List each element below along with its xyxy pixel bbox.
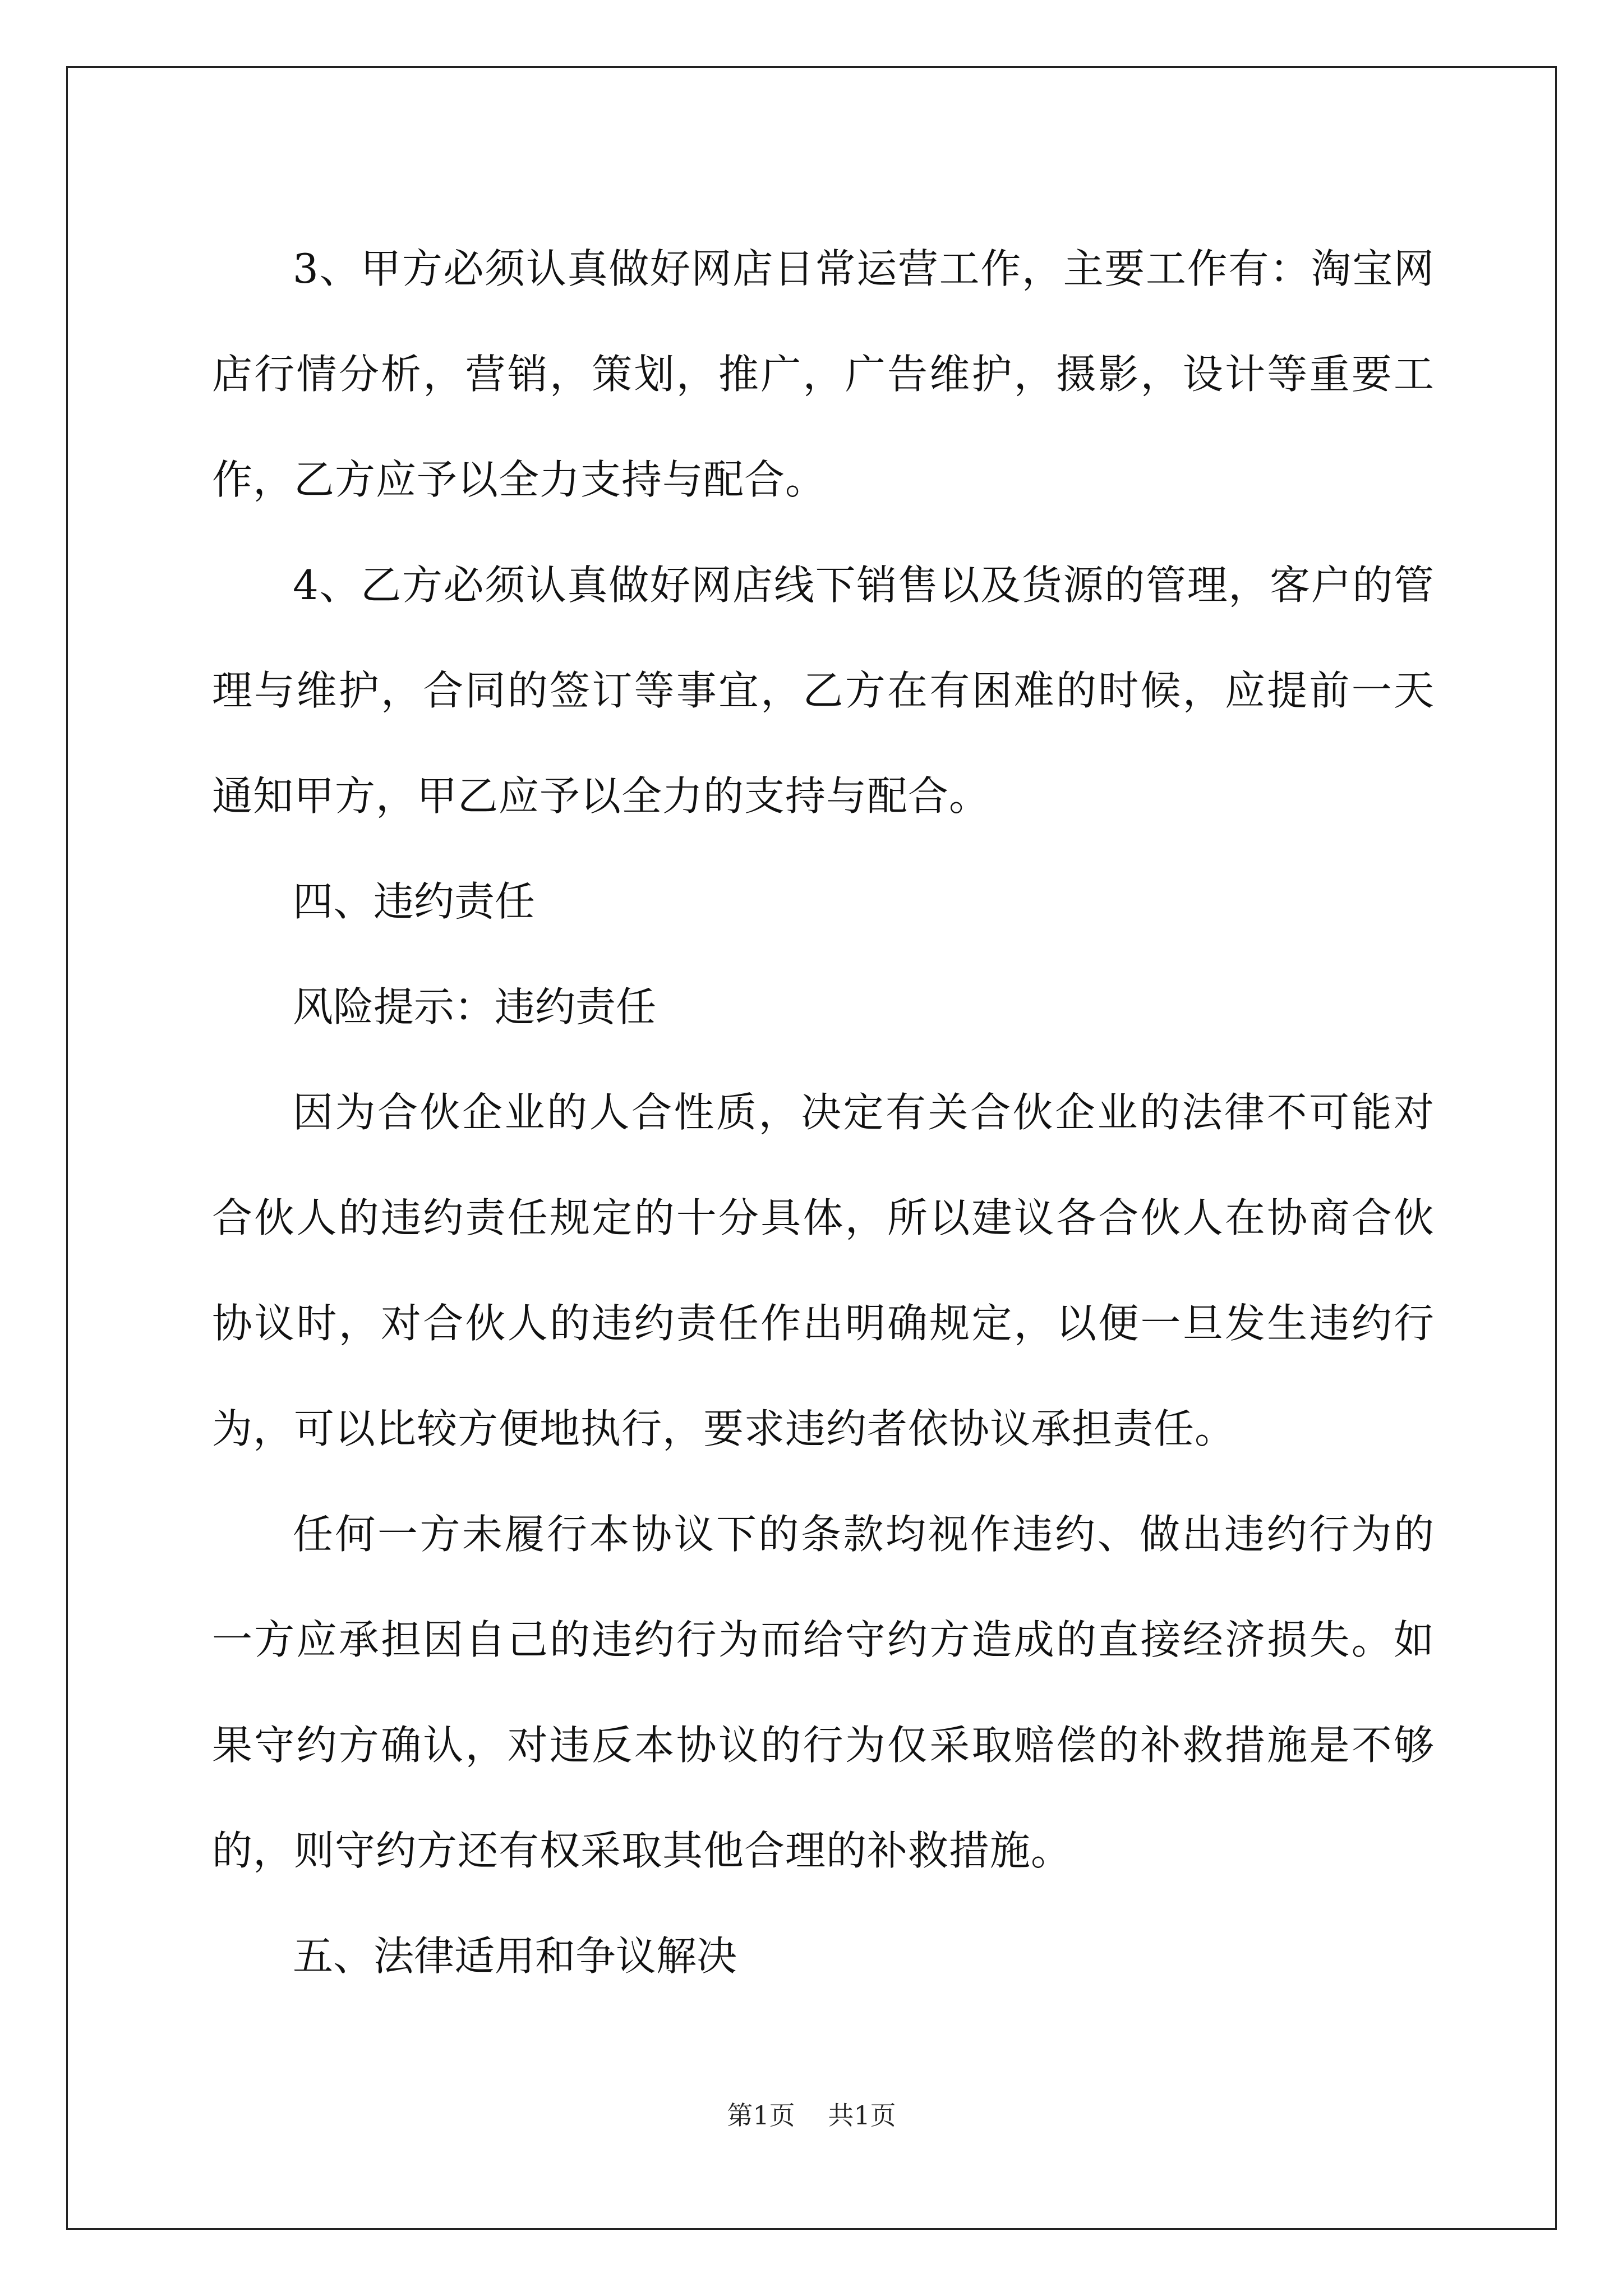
paragraph-risk-explanation: 因为合伙企业的人合性质，决定有关合伙企业的法律不可能对合伙人的违约责任规定的十分具体，所以建议各合伙人在协商合伙协议时，对合伙人的违约责任作出明确规定，以便一旦发生违约行为，可以比较方便地执行，要求违约者依协议承担责任。 [212,1089,1435,1452]
paragraph-clause-4: 4、乙方必须认真做好网店线下销售以及货源的管理，客户的管理与维护，合同的签订等事宜，乙方在有困难的时候，应提前一天通知甲方，甲乙应予以全力的支持与配合。 [212,562,1435,820]
page-number: 第1页 [727,2100,795,2131]
risk-tip-heading: 风险提示：违约责任 [293,983,657,1030]
page-total: 共1页 [828,2100,896,2131]
paragraph-clause-3: 3、甲方必须认真做好网店日常运营工作，主要工作有：淘宝网店行情分析，营销，策划，推广，广告维护，摄影，设计等重要工作，乙方应予以全力支持与配合。 [212,245,1435,503]
section-heading-law: 五、法律适用和争议解决 [293,1932,737,1980]
document-body [212,216,1435,2009]
paragraph-breach-liability: 任何一方未履行本协议下的条款均视作违约、做出违约行为的一方应承担因自己的违约行为而给守约方造成的直接经济损失。如果守约方确认，对违反本协议的行为仅采取赔偿的补救措施是不够的，则守约方还有权采取其他合理的补救措施。 [212,1511,1435,1874]
page-footer [0,2095,1623,2132]
section-heading-breach: 四、违约责任 [293,878,536,925]
